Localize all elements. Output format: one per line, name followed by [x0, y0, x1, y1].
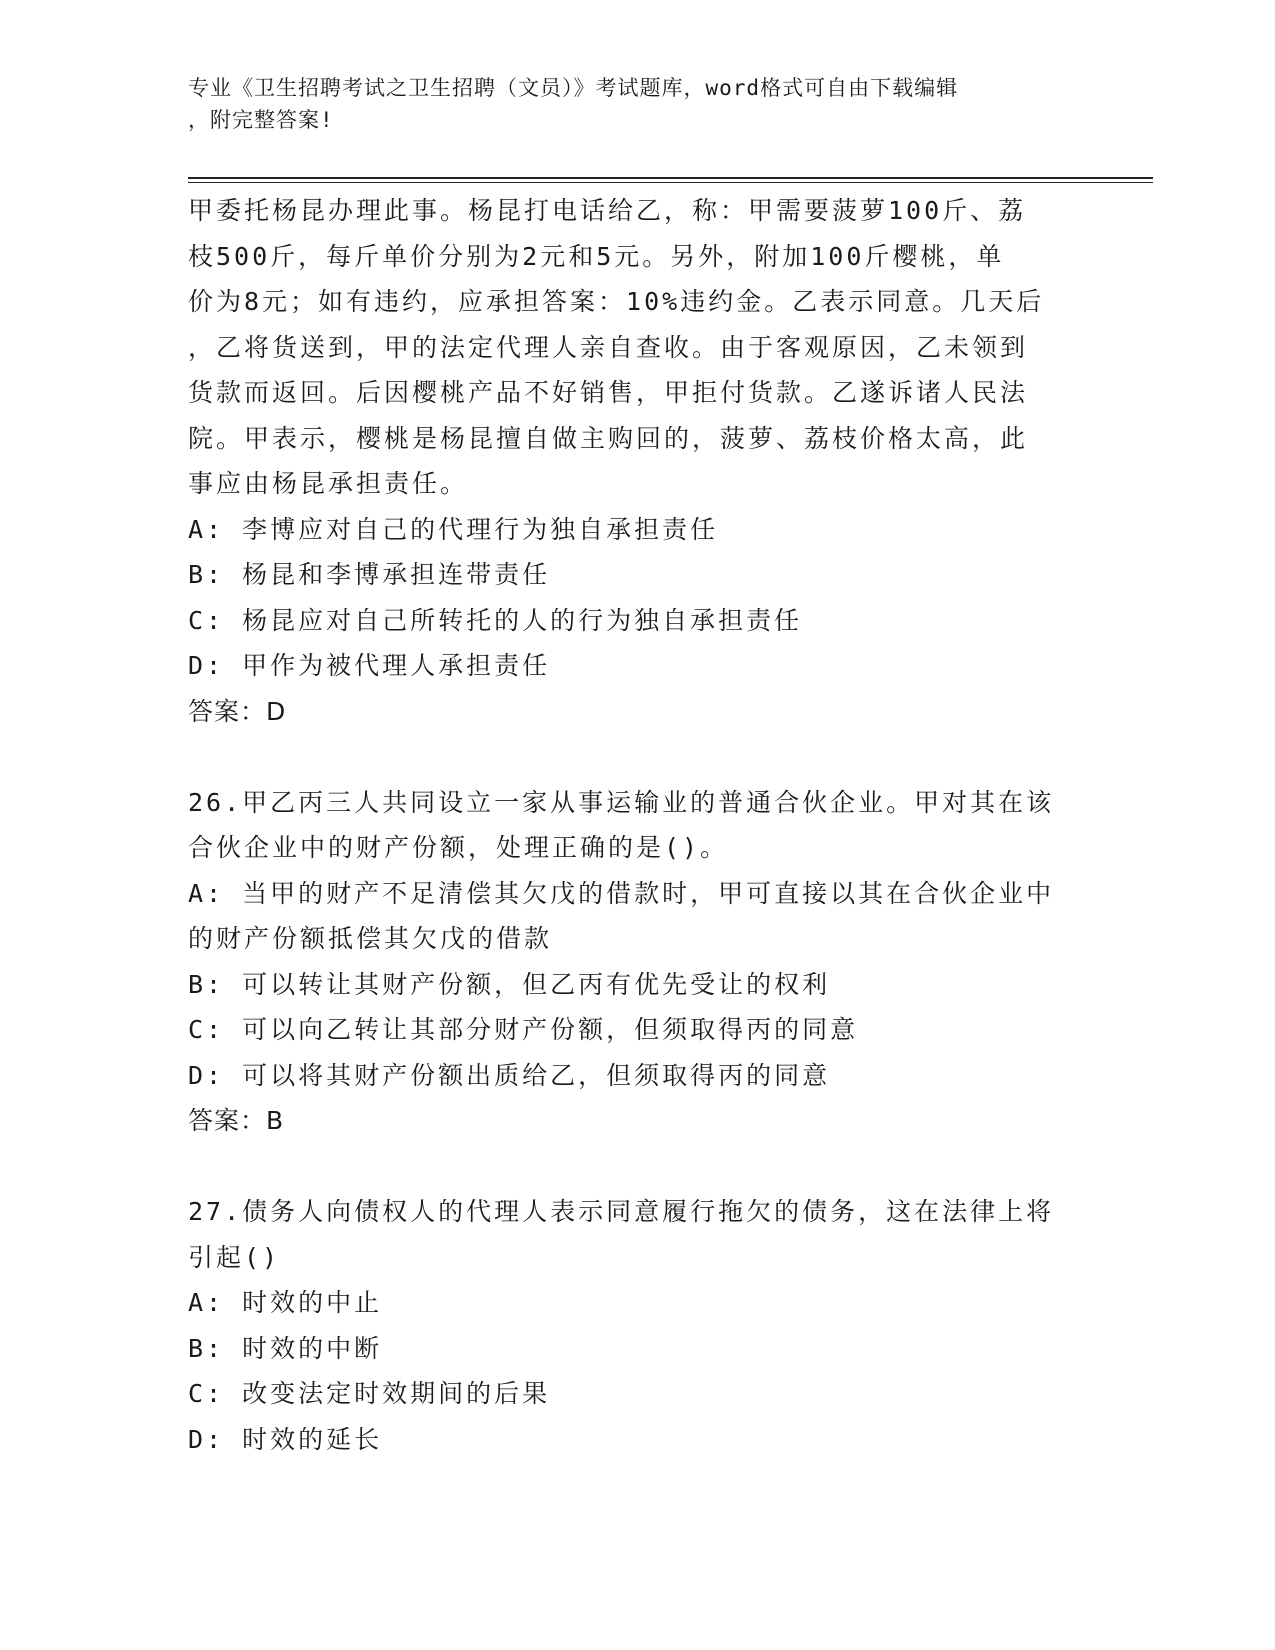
question-stem-line: 货款而返回。后因樱桃产品不好销售，甲拒付货款。乙遂诉诸人民法: [188, 378, 1029, 407]
option-d: D: 时效的延长: [188, 1424, 383, 1454]
question-stem-line: ，乙将货送到，甲的法定代理人亲自查收。由于客观原因，乙未领到: [188, 332, 1029, 362]
question-stem-line: 甲委托杨昆办理此事。杨昆打电话给乙，称：甲需要菠萝100斤、荔: [188, 196, 1027, 225]
header-line-2: ，附完整答案!: [188, 108, 334, 132]
option-b: B: 杨昆和李博承担连带责任: [188, 560, 551, 589]
option-a-continued: 的财产份额抵偿其欠戊的借款: [188, 924, 553, 953]
option-c: C: 改变法定时效期间的后果: [188, 1379, 551, 1408]
question-stem-line: 院。甲表示，樱桃是杨昆擅自做主购回的，菠萝、荔枝价格太高，此: [188, 423, 1029, 453]
option-d: D: 甲作为被代理人承担责任: [188, 651, 551, 680]
header-divider-thick: [188, 177, 1153, 179]
document-header: [188, 72, 1068, 136]
option-d: D: 可以将其财产份额出质给乙，但须取得丙的同意: [188, 1060, 831, 1090]
question-stem-line: 价为8元；如有违约，应承担答案：10%违约金。乙表示同意。几天后: [188, 287, 1045, 316]
option-b: B: 可以转让其财产份额，但乙丙有优先受让的权利: [188, 969, 831, 999]
question-stem-line: 26.甲乙丙三人共同设立一家从事运输业的普通合伙企业。甲对其在该: [188, 787, 1055, 817]
question-stem-line: 27.债务人向债权人的代理人表示同意履行拖欠的债务，这在法律上将: [188, 1197, 1055, 1226]
question-stem-line: 枝500斤，每斤单价分别为2元和5元。另外，附加100斤樱桃，单: [188, 241, 1005, 271]
question-stem-line: 合伙企业中的财产份额，处理正确的是()。: [188, 833, 729, 862]
question-27: [188, 1189, 1068, 1462]
option-a: A: 当甲的财产不足清偿其欠戊的借款时，甲可直接以其在合伙企业中: [188, 878, 1055, 908]
question-26: [188, 780, 1068, 1144]
answer-line: 答案：B: [188, 1106, 285, 1135]
question-spacer: [188, 734, 1068, 780]
option-c: C: 杨昆应对自己所转托的人的行为独自承担责任: [188, 605, 803, 635]
question-stem-line: 引起(): [188, 1242, 281, 1272]
question-stem-line: 事应由杨昆承担责任。: [188, 469, 469, 498]
question-25: [188, 188, 1068, 734]
header-divider-thin: [188, 182, 1153, 183]
answer-line: 答案：D: [188, 696, 287, 726]
option-c: C: 可以向乙转让其部分财产份额，但须取得丙的同意: [188, 1015, 859, 1044]
question-spacer: [188, 1144, 1068, 1190]
option-a: A: 李博应对自己的代理行为独自承担责任: [188, 514, 719, 544]
header-line-1: 专业《卫生招聘考试之卫生招聘（文员）》考试题库，word格式可自由下载编辑: [188, 76, 959, 100]
document-body: [188, 188, 1068, 1462]
option-b: B: 时效的中断: [188, 1333, 383, 1363]
option-a: A: 时效的中止: [188, 1288, 383, 1317]
